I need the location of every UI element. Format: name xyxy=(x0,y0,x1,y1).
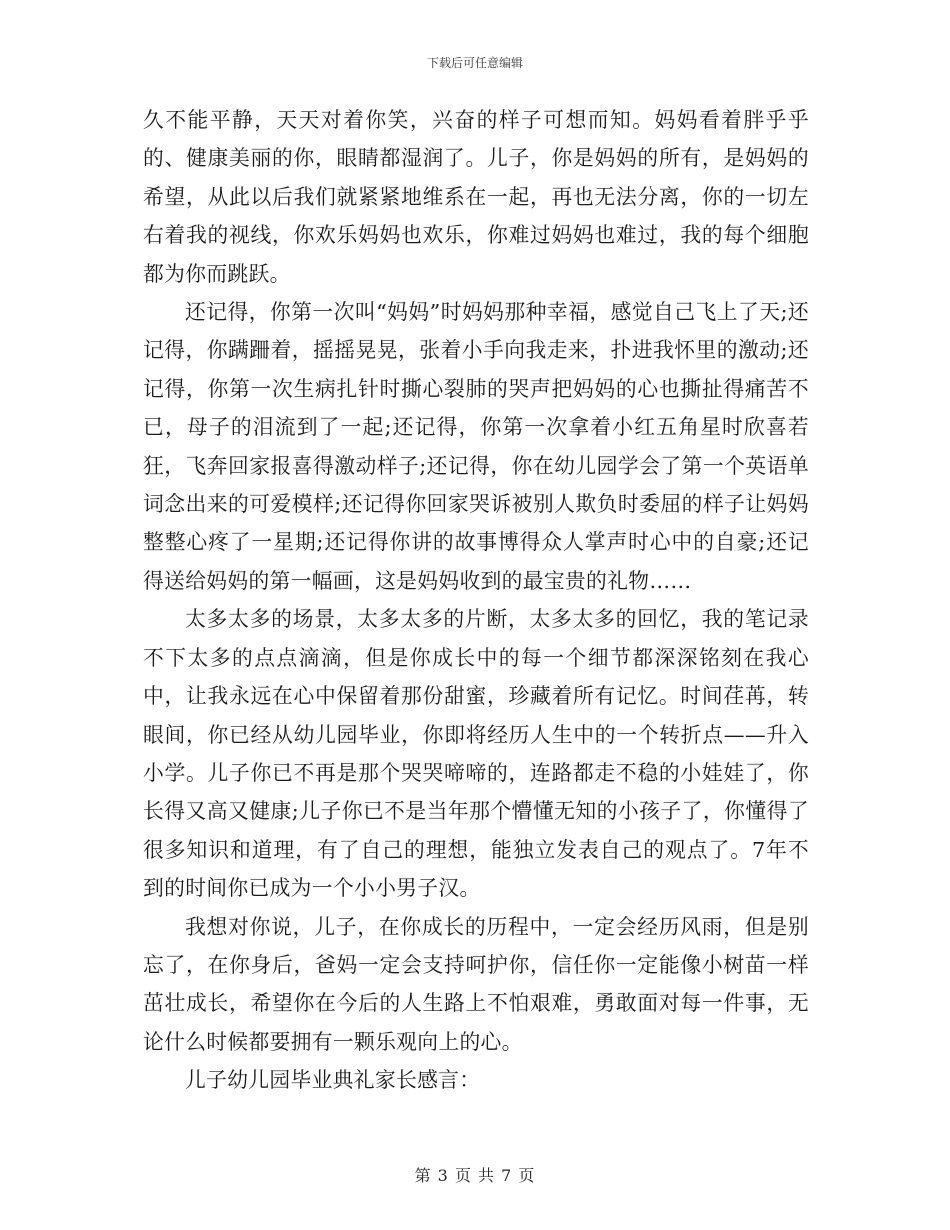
paragraph-1: 久不能平静，天天对着你笑，兴奋的样子可想而知。妈妈看着胖乎乎的、健康美丽的你，眼睛都湿润了。儿子，你是妈妈的所有，是妈妈的希望，从此以后我们就紧紧地维系在一起，再也无法分离，你的一切左右着我的视线，你欢乐妈妈也欢乐，你难过妈妈也难过，我的每个细胞都为你而跳跃。 xyxy=(143,108,809,286)
paragraph-2: 还记得，你第一次叫“妈妈”时妈妈那种幸福，感觉自己飞上了天;还记得，你蹒跚着，摇摇晃晃，张着小手向我走来，扑进我怀里的激动;还记得，你第一次生病扎针时撕心裂肺的哭声把妈妈的心也撕扯得痛苦不已，母子的泪流到了一起;还记得，你第一次拿着小红五角星时欣喜若狂，飞奔回家报喜得激动样子;还记得，你在幼儿园学会了第一个英语单词念出来的可爱模样;还记得你回家哭诉被别人欺负时委屈的样子让妈妈整整心疼了一星期;还记得你讲的故事博得众人掌声时心中的自豪;还记得送给妈妈的第一幅画，这是妈妈收到的最宝贵的礼物…… xyxy=(143,300,809,593)
paragraph-4: 我想对你说，儿子，在你成长的历程中，一定会经历风雨，但是别忘了，在你身后，爸妈一定会支持呵护你，信任你一定能像小树苗一样茁壮成长，希望你在今后的人生路上不怕艰难，勇敢面对每一件事，无论什么时候都要拥有一颗乐观向上的心。 xyxy=(143,914,809,1054)
paragraph-3: 太多太多的场景，太多太多的片断，太多太多的回忆，我的笔记录不下太多的点点滴滴，但是你成长中的每一个细节都深深铭刻在我心中，让我永远在心中保留着那份甜蜜，珍藏着所有记忆。时间荏苒，转眼间，你已经从幼儿园毕业，你即将经历人生中的一个转折点——升入小学。儿子你已不再是那个哭哭啼啼的，连路都走不稳的小娃娃了，你长得又高又健康;儿子你已不是当年那个懵懂无知的小孩子了，你懂得了很多知识和道理，有了自己的理想，能独立发表自己的观点了。7年不到的时间你已成为一个小小男子汉。 xyxy=(143,607,809,901)
paragraph-5: 儿子幼儿园毕业典礼家长感言： xyxy=(185,1068,481,1093)
page-number: 第 3 页 共 7 页 xyxy=(414,1166,536,1185)
page-header: 下载后可任意编辑 xyxy=(426,56,523,70)
document-body xyxy=(143,101,809,1100)
